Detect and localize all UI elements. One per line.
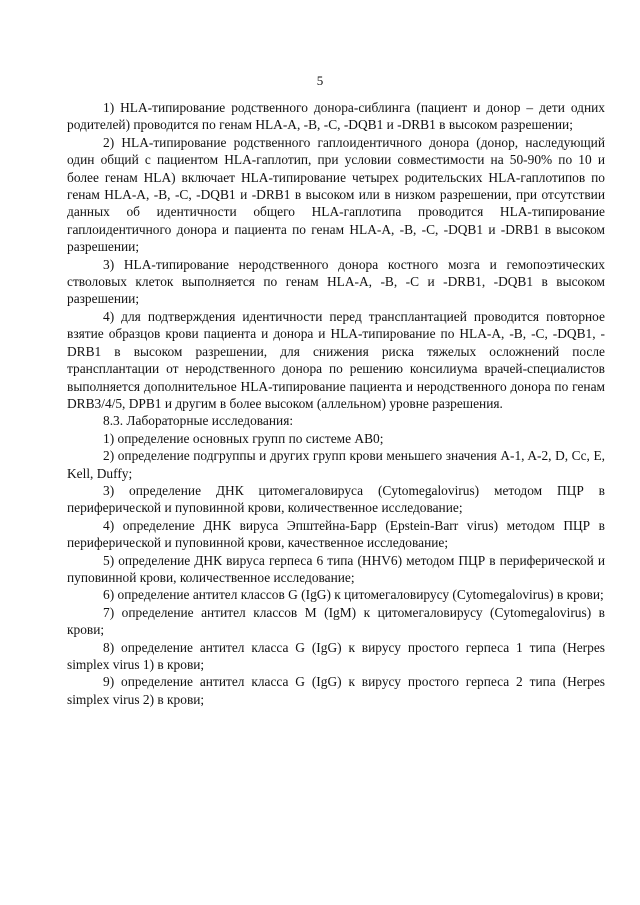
document-body xyxy=(67,99,605,708)
list-item-lab-1: 1) определение основных групп по системе AB0; xyxy=(103,430,384,446)
section-heading-lab-tests: 8.3. Лабораторные исследования: xyxy=(103,413,294,429)
page-number: 5 xyxy=(316,73,324,88)
list-item-lab-8: 8) определение антител класса G (IgG) к вирусу простого герпеса 1 типа (Herpes simplex virus 1) в крови; xyxy=(67,639,605,672)
list-item-lab-4: 4) определение ДНК вируса Эпштейна-Барр (Epstein-Barr virus) методом ПЦР в периферической и пуповинной крови, качественное исследование; xyxy=(67,517,605,551)
paragraph-hla-unrelated: 3) HLA-типирование неродственного донора костного мозга и гемопоэтических стволовых клеток выполняется по генам HLA-A, -B, -C и -DRB1, -DQB1 в высоком разрешении; xyxy=(67,256,605,307)
paragraph-hla-haploidentical: 2) HLA-типирование родственного гаплоидентичного донора (донор, наследующий один общий с пациентом HLA-гаплотип, при условии совместимости на 50-90% по 10 и более генам HLA) включает HLA-типирование четырех родительских HLA-гаплотипов по генам HLA-A, -B, -C, -DQB1 и -DRB1 в высоком или в низком разрешении, при отсутствии данных об идентичности общего HLA-гаплотипа проводится HLA-типирование гаплоидентичного донора и пациента по генам HLA-A, -B, -C, -DQB1 и -DRB1 в высоком разрешении; xyxy=(67,134,605,255)
paragraph-hla-sibling: 1) HLA-типирование родственного донора-сиблинга (пациент и донор – дети одних родителей) проводится по генам HLA-A, -B, -C, -DQB1 и -DRB1 в высоком разрешении; xyxy=(67,100,605,133)
paragraph-hla-confirmation: 4) для подтверждения идентичности перед трансплантацией проводится повторное взятие образцов крови пациента и донора и HLA-типирование по HLA-A, -B, -C, -DQB1, -DRB1 в высоком разрешении, для снижения риска тяжелых осложнений после трансплантации от неродственного донора по решению консилиума врачей-специалистов выполняется дополнительное HLA-типирование пациента и неродственного донора по генам DRB3/4/5, DPB1 и другим в более высоком (аллельном) уровне разрешения. xyxy=(67,308,605,411)
list-item-lab-3: 3) определение ДНК цитомегаловируса (Cytomegalovirus) методом ПЦР в периферической и пуповинной крови, количественное исследование; xyxy=(67,482,605,516)
list-item-lab-9: 9) определение антител класса G (IgG) к вирусу простого герпеса 2 типа (Herpes simplex virus 2) в крови; xyxy=(67,674,605,707)
list-item-lab-6: 6) определение антител классов G (IgG) к цитомегаловирусу (Cytomegalovirus) в крови; xyxy=(103,587,604,603)
list-item-lab-2: 2) определение подгруппы и других групп крови меньшего значения A-1, A-2, D, Cc, E, Kell, Duffy; xyxy=(67,448,605,481)
list-item-lab-5: 5) определение ДНК вируса герпеса 6 типа (HHV6) методом ПЦР в периферической и пуповинной крови, количественное исследование; xyxy=(67,552,605,585)
list-item-lab-7: 7) определение антител классов M (IgM) к цитомегаловирусу (Cytomegalovirus) в крови; xyxy=(67,604,605,638)
